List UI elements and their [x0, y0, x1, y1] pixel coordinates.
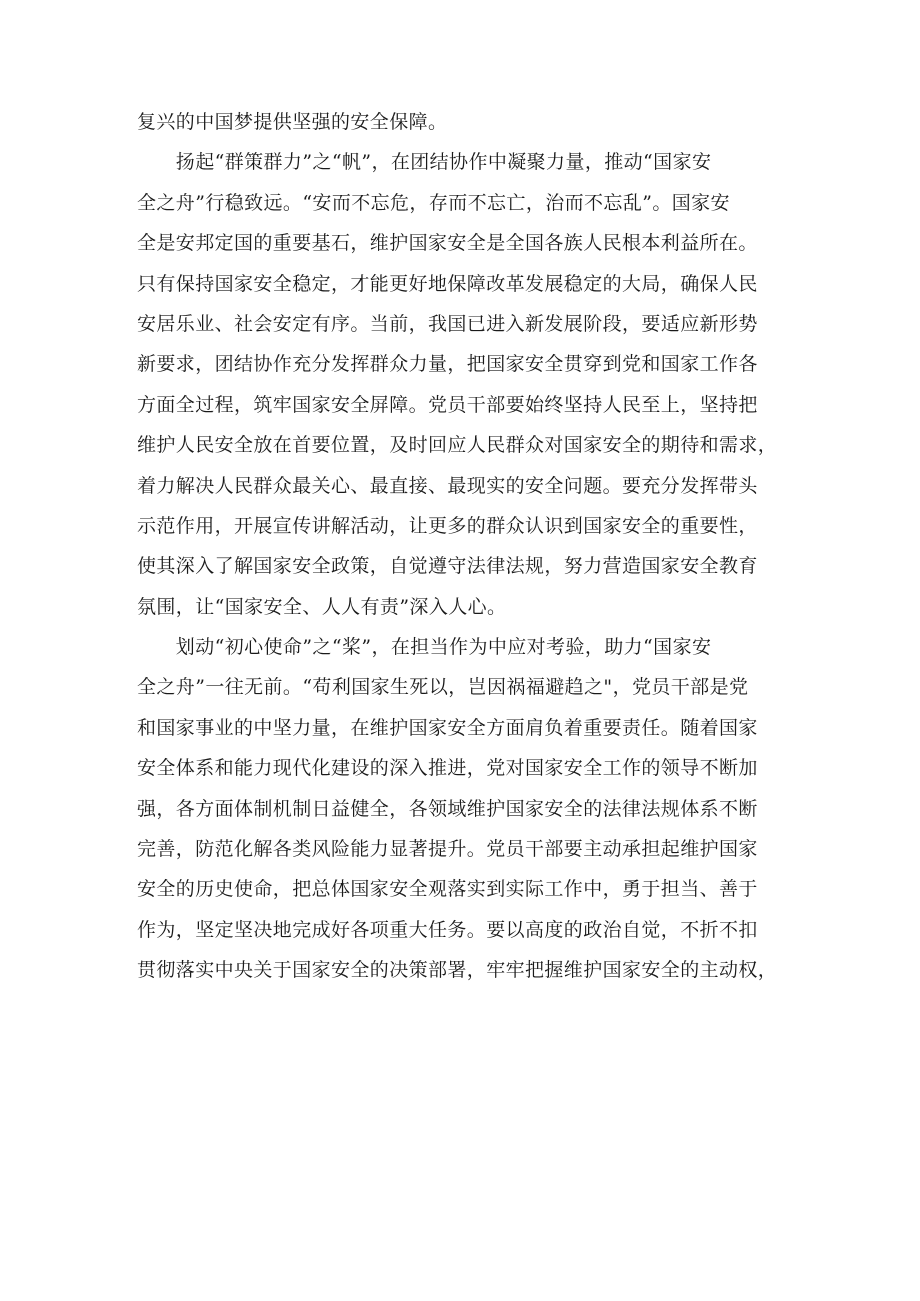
- text-line: 强，各方面体制机制日益健全，各领域维护国家安全的法律法规体系不断: [137, 797, 758, 820]
- text-line: 安全的历史使命，把总体国家安全观落实到实际工作中，勇于担当、善于: [137, 878, 758, 901]
- text-line: 维护人民安全放在首要位置，及时回应人民群众对国家安全的期待和需求，: [137, 434, 778, 457]
- text-line: 氛围，让“国家安全、人人有责”深入人心。: [137, 595, 507, 618]
- body-text: [137, 102, 797, 991]
- text-line: 作为，坚定坚决地完成好各项重大任务。要以高度的政治自觉，不折不扣: [137, 918, 758, 941]
- text-line: 全之舟”一往无前。“苟利国家生死以，岂因祸福避趋之"，党员干部是党: [137, 676, 749, 699]
- text-line: 复兴的中国梦提供坚强的安全保障。: [137, 111, 448, 133]
- text-line: 和国家事业的中坚力量，在维护国家安全方面肩负着重要责任。随着国家: [137, 716, 758, 739]
- text-line: 贯彻落实中央关于国家安全的决策部署，牢牢把握维护国家安全的主动权，: [137, 959, 778, 982]
- text-line: 安居乐业、社会安定有序。当前，我国已进入新发展阶段，要适应新形势: [137, 312, 758, 335]
- text-line: 全是安邦定国的重要基石，维护国家安全是全国各族人民根本利益所在。: [137, 232, 758, 255]
- text-line: 新要求，团结协作充分发挥群众力量，把国家安全贯穿到党和国家工作各: [137, 353, 758, 376]
- text-line: 完善，防范化解各类风险能力显著提升。党员干部要主动承担起维护国家: [137, 838, 758, 861]
- text-line: 只有保持国家安全稳定，才能更好地保障改革发展稳定的大局，确保人民: [137, 272, 758, 295]
- text-line: 安全体系和能力现代化建设的深入推进，党对国家安全工作的领导不断加: [137, 757, 758, 780]
- text-line: 方面全过程，筑牢国家安全屏障。党员干部要始终坚持人民至上，坚持把: [137, 393, 758, 416]
- text-line: 使其深入了解国家安全政策，自觉遵守法律法规，努力营造国家安全教育: [137, 555, 758, 578]
- text-line: 全之舟”行稳致远。“安而不忘危，存而不忘亡，治而不忘乱”。国家安: [137, 191, 730, 214]
- text-line: 示范作用，开展宣传讲解活动，让更多的群众认识到国家安全的重要性，: [137, 514, 758, 537]
- text-line: 着力解决人民群众最关心、最直接、最现实的安全问题。要充分发挥带头: [137, 474, 758, 497]
- text-line: 划动“初心使命”之“桨”，在担当作为中应对考验，助力“国家安: [137, 636, 712, 659]
- text-line: 扬起“群策群力”之“帆”，在团结协作中凝聚力量，推动“国家安: [137, 151, 712, 174]
